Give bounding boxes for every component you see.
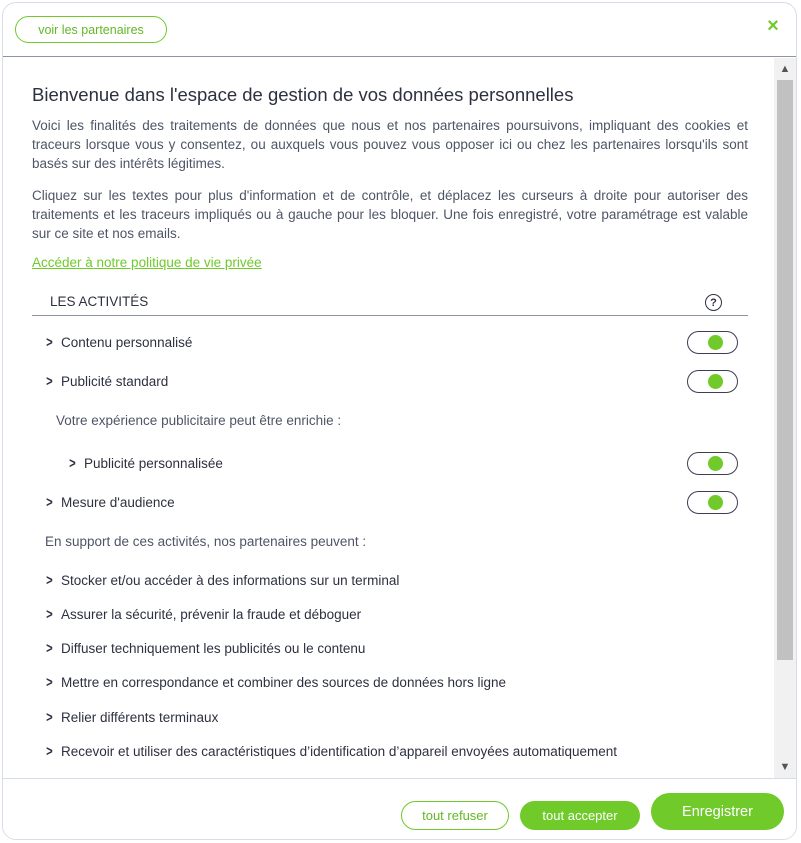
- purpose-item[interactable]: [32, 566, 748, 594]
- instructions-paragraph: Cliquez sur les textes pour plus d'information et de contrôle, et déplacez les curseurs à droite pour autoriser des traitements et les traceurs impliqués ou à gauche pour les bloquer. Une fois enregistré, votre paramétrage est valable sur ce site et nos emails.: [32, 188, 748, 241]
- chevron-right-icon: >: [46, 372, 53, 390]
- toggle-knob: [708, 374, 723, 389]
- help-icon[interactable]: ?: [705, 294, 722, 311]
- purpose-label: Relier différents terminaux: [61, 709, 219, 725]
- view-partners-button[interactable]: voir les partenaires: [15, 16, 167, 43]
- toggle-publicite-standard[interactable]: [687, 370, 738, 393]
- chevron-right-icon: >: [69, 454, 76, 472]
- activity-mesure-audience[interactable]: [32, 488, 748, 516]
- scroll-down-arrow-icon[interactable]: ▼: [779, 761, 791, 773]
- purpose-label: Mettre en correspondance et combiner des sources de données hors ligne: [61, 674, 507, 690]
- chevron-right-icon: >: [46, 639, 53, 657]
- scrollable-content[interactable]: [3, 58, 774, 778]
- chevron-right-icon: >: [46, 605, 53, 623]
- page-title: Bienvenue dans l'espace de gestion de vos données personnelles: [32, 84, 574, 105]
- modal-header: [3, 3, 796, 57]
- partners-note: En support de ces activités, nos partenaires peuvent :: [45, 534, 367, 549]
- toggle-content-personalise[interactable]: [687, 331, 738, 354]
- scrollbar-thumb[interactable]: [777, 80, 793, 660]
- chevron-right-icon: >: [46, 571, 53, 589]
- scrollbar[interactable]: [774, 58, 796, 778]
- save-button[interactable]: Enregistrer: [651, 793, 784, 830]
- activity-content-personalise[interactable]: [32, 328, 748, 356]
- refuse-all-button[interactable]: tout refuser: [401, 801, 509, 830]
- chevron-right-icon: >: [46, 742, 53, 760]
- toggle-knob: [708, 495, 723, 510]
- activity-label: Contenu personnalisé: [61, 334, 193, 350]
- toggle-publicite-personnalisee[interactable]: [687, 452, 738, 475]
- purpose-label: Diffuser techniquement les publicités ou le contenu: [61, 640, 366, 656]
- chevron-right-icon: >: [46, 493, 53, 511]
- activities-title: LES ACTIVITÉS: [50, 294, 149, 309]
- close-icon[interactable]: ×: [767, 15, 779, 37]
- privacy-policy-link[interactable]: Accéder à notre politique de vie privée: [32, 255, 262, 270]
- toggle-mesure-audience[interactable]: [687, 491, 738, 514]
- purpose-item[interactable]: [32, 703, 748, 731]
- activities-header: [32, 290, 748, 316]
- purpose-label: Recevoir et utiliser des caractéristiques d’identification d’appareil envoyées automatiquement: [61, 743, 618, 759]
- purpose-label: Stocker et/ou accéder à des informations sur un terminal: [61, 572, 400, 588]
- intro-paragraph: Voici les finalités des traitements de données que nous et nos partenaires poursuivons, impliquant des cookies et traceurs lorsque vous y consentez, ou auxquels vous pouvez vous opposer ici ou chez les partenaires lorsqu'ils sont basés sur des intérêts légitimes.: [32, 118, 748, 171]
- scroll-up-arrow-icon[interactable]: ▲: [779, 63, 791, 75]
- consent-modal: [2, 2, 797, 840]
- toggle-knob: [708, 335, 723, 350]
- activity-label: Mesure d'audience: [61, 494, 175, 510]
- purpose-label: Assurer la sécurité, prévenir la fraude et déboguer: [61, 606, 362, 622]
- enrich-note: Votre expérience publicitaire peut être enrichie :: [56, 413, 342, 428]
- accept-all-button[interactable]: tout accepter: [520, 801, 640, 830]
- chevron-right-icon: >: [46, 333, 53, 351]
- toggle-knob: [708, 456, 723, 471]
- purpose-item[interactable]: [32, 600, 748, 628]
- activity-label: Publicité standard: [61, 373, 169, 389]
- activity-label: Publicité personnalisée: [84, 455, 223, 471]
- chevron-right-icon: >: [46, 708, 53, 726]
- chevron-right-icon: >: [46, 673, 53, 691]
- purpose-item[interactable]: [32, 737, 748, 765]
- purpose-item[interactable]: [32, 634, 748, 662]
- activity-publicite-standard[interactable]: [32, 367, 748, 395]
- activity-publicite-personnalisee[interactable]: [32, 449, 748, 477]
- modal-footer: [3, 778, 796, 840]
- purpose-item[interactable]: [32, 668, 748, 696]
